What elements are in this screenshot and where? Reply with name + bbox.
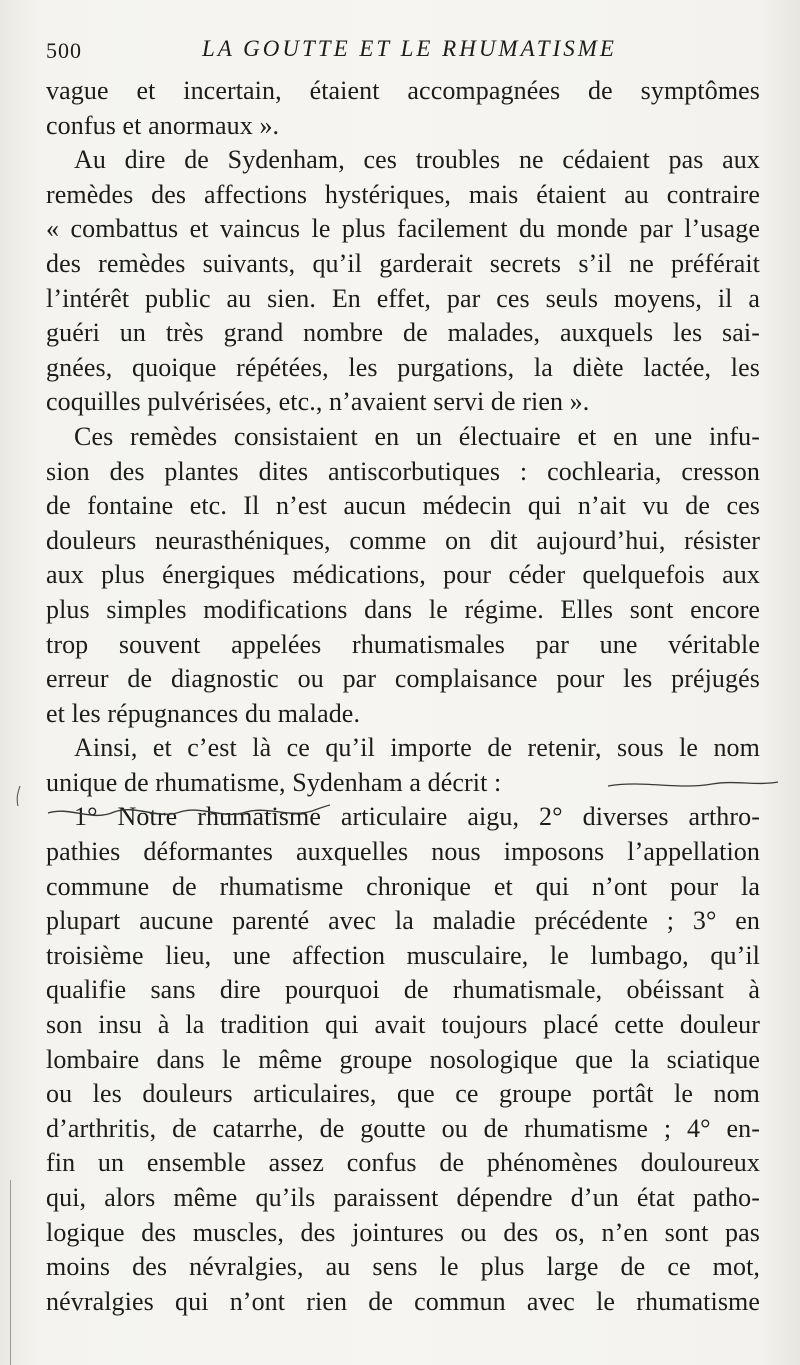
- text-line: Au dire de Sydenham, ces troubles ne cédaient pas aux: [74, 145, 760, 175]
- text-line: douleurs neurasthéniques, comme on dit aujourd’hui, résister: [46, 525, 760, 555]
- page-gutter-edge: [10, 1180, 11, 1365]
- text-line: Ainsi, et c’est là ce qu’il importe de retenir, sous le nom: [74, 733, 760, 763]
- text-line: fin un ensemble assez confus de phénomènes douloureux: [46, 1148, 760, 1178]
- text-line: pathies déformantes auxquelles nous imposons l’appellation: [46, 837, 760, 867]
- wavy-underline-mark: [608, 782, 778, 786]
- text-line: gnées, quoique répétées, les purgations, la diète lactée, les: [46, 352, 760, 382]
- text-line: guéri un très grand nombre de malades, auxquels les sai-: [46, 318, 760, 348]
- text-line: moins des névralgies, au sens le plus large de ce mot,: [46, 1252, 760, 1282]
- text-line: 1° Notre rhumatisme articulaire aigu, 2° diverses arthro-: [74, 802, 760, 832]
- text-line: qui, alors même qu’ils paraissent dépendre d’un état patho-: [46, 1183, 760, 1212]
- text-line: coquilles pulvérisées, etc., n’avaient servi de rien ».: [46, 387, 590, 417]
- text-line: vague et incertain, étaient accompagnées de symptômes: [46, 76, 760, 105]
- text-line: ou les douleurs articulaires, que ce groupe portât le nom: [46, 1079, 760, 1109]
- text-line-underlined: unique de rhumatisme, Sydenham a décrit :: [46, 767, 502, 797]
- running-title: LA GOUTTE ET LE RHUMATISME: [202, 36, 617, 61]
- text-line: et les répugnances du malade.: [46, 698, 361, 728]
- text-line: « combattus et vaincus le plus facilement du monde par l’usage: [46, 214, 760, 244]
- text-line: commune de rhumatisme chronique et qui n’ont pour la: [46, 871, 760, 901]
- text-line: remèdes des affections hystériques, mais étaient au contraire: [46, 179, 760, 209]
- text-line: son insu à la tradition qui avait toujours placé cette douleur: [46, 1010, 760, 1040]
- text-line: logique des muscles, des jointures ou des os, n’en sont pas: [46, 1217, 760, 1247]
- wavy-underline-mark: [48, 805, 330, 815]
- page-number: 500: [46, 38, 82, 63]
- text-line: lombaire dans le même groupe nosologique que la sciatique: [46, 1044, 760, 1074]
- text-line: erreur de diagnostic ou par complaisance pour les préjugés: [46, 664, 760, 694]
- text-line: sion des plantes dites antiscorbutiques : cochlearia, cresson: [46, 456, 760, 486]
- text-line: troisième lieu, une affection musculaire, le lumbago, qu’il: [46, 940, 760, 970]
- text-line: plupart aucune parenté avec la maladie précédente ; 3° en: [46, 906, 760, 936]
- text-line: d’arthritis, de catarrhe, de goutte ou de rhumatisme ; 4° en-: [46, 1113, 760, 1143]
- text-line: confus et anormaux ».: [46, 110, 280, 140]
- margin-pencil-mark: [17, 786, 20, 806]
- text-line: trop souvent appelées rhumatismales par une véritable: [46, 629, 760, 659]
- text-line: qualifie sans dire pourquoi de rhumatismale, obéissant à: [46, 975, 760, 1005]
- text-line: névralgies qui n’ont rien de commun avec le rhumatisme: [46, 1286, 760, 1316]
- text-line: Ces remèdes consistaient en un électuaire et en une infu-: [74, 421, 760, 451]
- text-line: plus simples modifications dans le régime. Elles sont encore: [46, 594, 760, 624]
- text-line: aux plus énergiques médications, pour céder quelquefois aux: [46, 560, 760, 590]
- text-line: des remèdes suivants, qu’il garderait secrets s’il ne préférait: [46, 248, 760, 278]
- text-line: l’intérêt public au sien. En effet, par ces seuls moyens, il a: [46, 283, 760, 313]
- text-line: de fontaine etc. Il n’est aucun médecin qui n’ait vu de ces: [46, 491, 760, 521]
